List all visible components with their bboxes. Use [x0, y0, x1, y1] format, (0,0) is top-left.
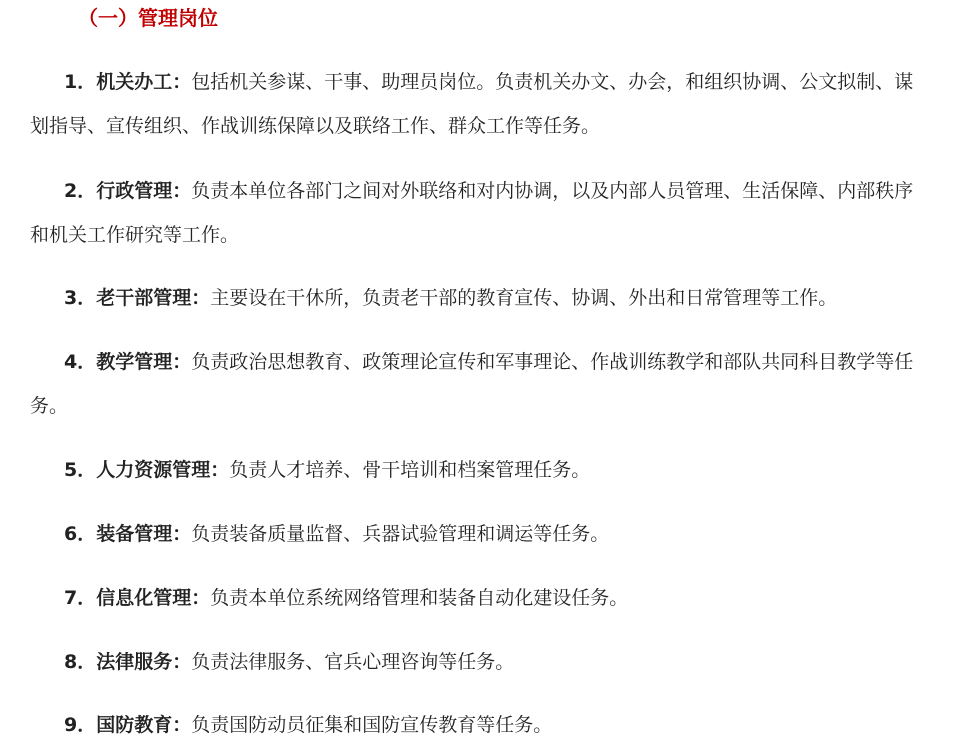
list-item: [30, 640, 928, 684]
list-item: [30, 576, 928, 620]
section-heading: （一）管理岗位: [78, 6, 218, 30]
item-lead: 7．信息化管理：: [64, 587, 211, 609]
item-text: 负责本单位各部门之间对外联络和对内协调，以及内部人员管理、生活保障、内部秩序和机关工作研究等工作。: [30, 180, 914, 246]
item-lead: 6．装备管理：: [64, 523, 192, 545]
item-text: 包括机关参谋、干事、助理员岗位。负责机关办文、办会，和组织协调、公文拟制、谋划指导、宣传组织、作战训练保障以及联络工作、群众工作等任务。: [30, 71, 914, 137]
list-item: [30, 169, 928, 257]
list-item: [30, 512, 928, 556]
item-lead: 8．法律服务：: [64, 651, 192, 673]
item-text: 负责人才培养、骨干培训和档案管理任务。: [229, 459, 591, 481]
item-lead: 9．国防教育：: [64, 714, 192, 736]
list-item: [30, 340, 928, 428]
list-item: [30, 60, 928, 148]
item-text: 负责政治思想教育、政策理论宣传和军事理论、作战训练教学和部队共同科目教学等任务。: [30, 351, 914, 417]
item-text: 负责法律服务、官兵心理咨询等任务。: [191, 651, 515, 673]
item-text: 负责本单位系统网络管理和装备自动化建设任务。: [210, 587, 629, 609]
item-text: 负责装备质量监督、兵器试验管理和调运等任务。: [191, 523, 610, 545]
item-text: 负责国防动员征集和国防宣传教育等任务。: [191, 714, 553, 736]
item-lead: 1．机关办工：: [64, 71, 192, 93]
item-lead: 4．教学管理：: [64, 351, 192, 373]
item-lead: 3．老干部管理：: [64, 287, 211, 309]
list-item: [30, 448, 928, 492]
item-lead: 5．人力资源管理：: [64, 459, 230, 481]
list-item: [30, 703, 928, 747]
list-item: [30, 276, 928, 320]
item-lead: 2．行政管理：: [64, 180, 192, 202]
item-text: 主要设在干休所，负责老干部的教育宣传、协调、外出和日常管理等工作。: [210, 287, 838, 309]
